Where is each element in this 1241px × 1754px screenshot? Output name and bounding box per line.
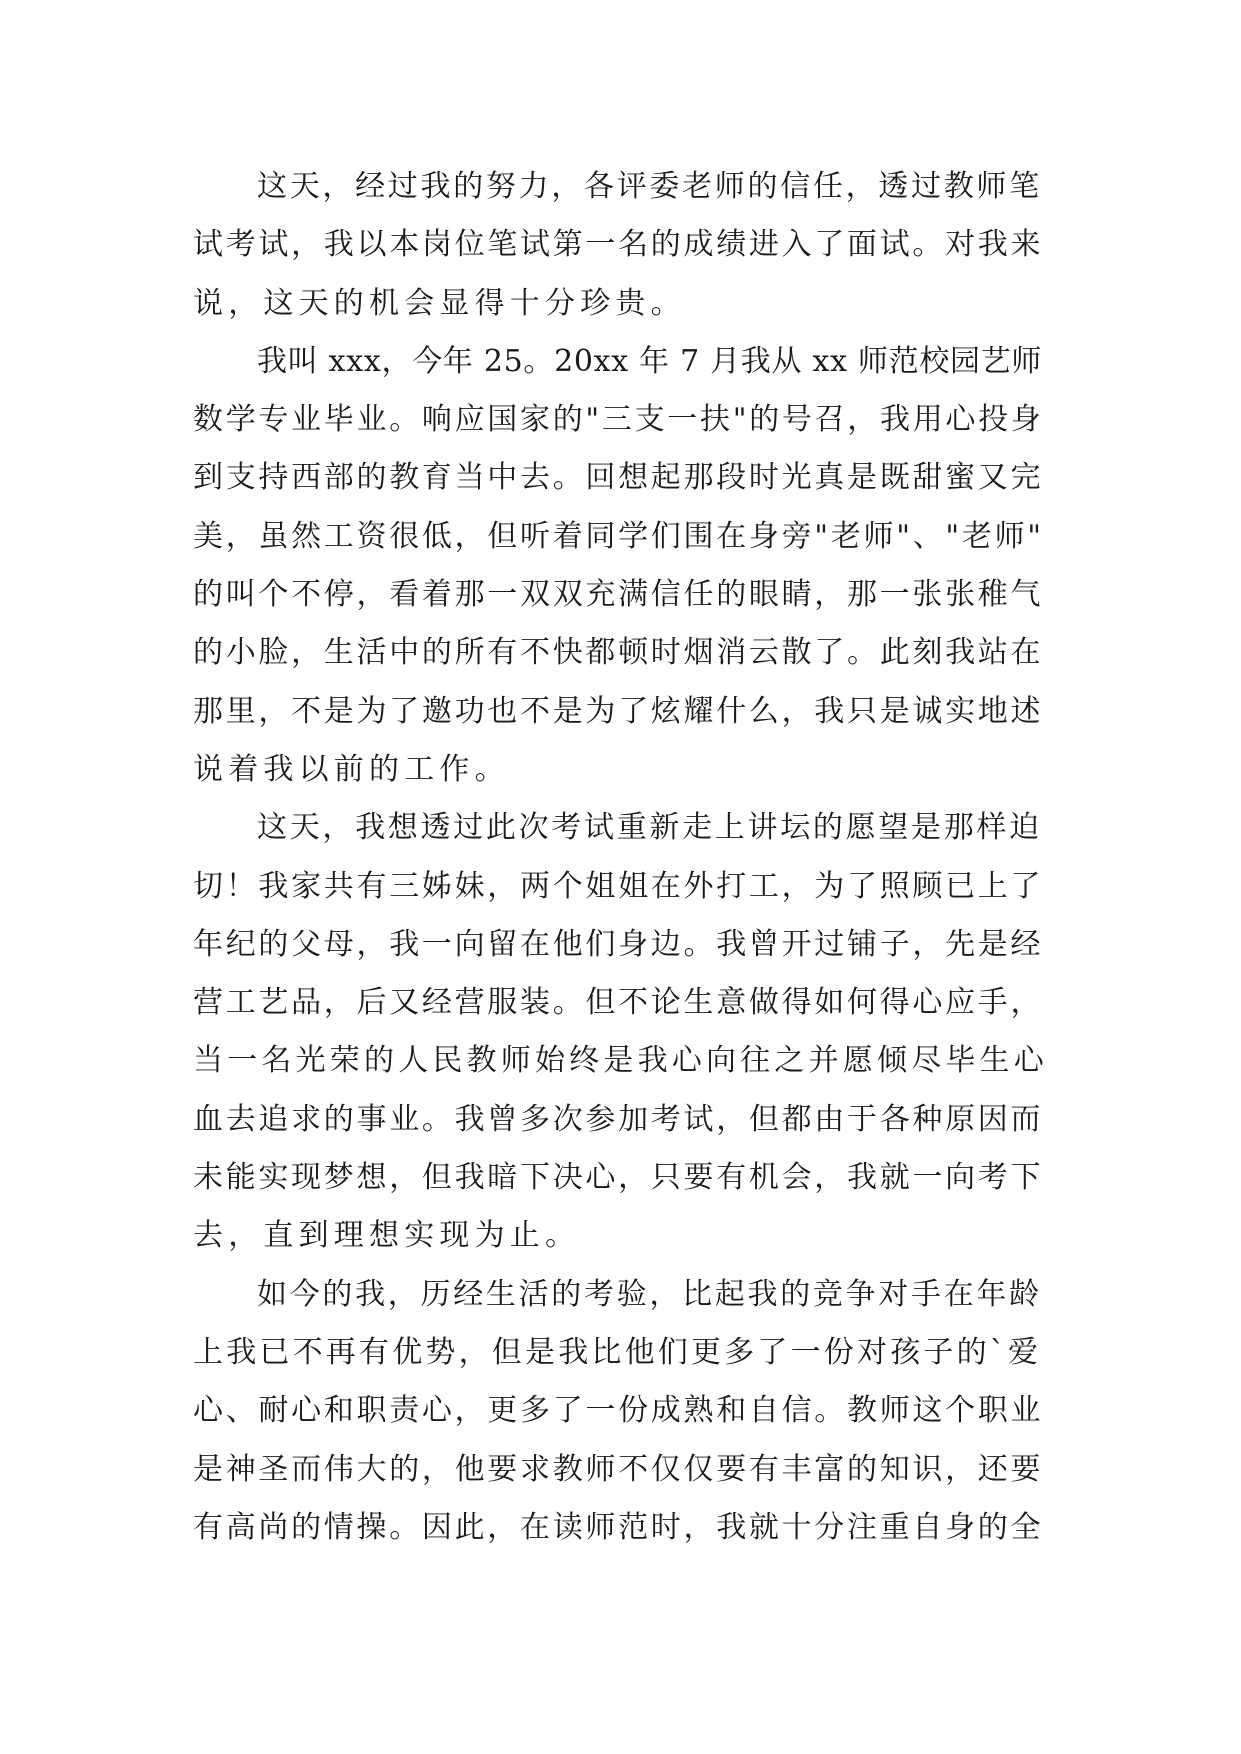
text-line: 是神圣而伟大的，他要求教师不仅仅要有丰富的知识，还要 bbox=[193, 1451, 1044, 1487]
text-line: 说着我以前的工作。 bbox=[193, 751, 510, 787]
document-body bbox=[193, 158, 1053, 1557]
text-line: 的叫个不停，看着那一双双充满信任的眼睛，那一张张稚气 bbox=[193, 577, 1044, 613]
text-line: 那里，不是为了邀功也不是为了炫耀什么，我只是诚实地述 bbox=[193, 693, 1044, 729]
text-line: 数学专业毕业。响应国家的"三支一扶"的号召，我用心投身 bbox=[193, 402, 1044, 438]
text-line: 当一名光荣的人民教师始终是我心向往之并愿倾尽毕生心 bbox=[193, 1043, 1048, 1079]
text-line: 有高尚的情操。因此，在读师范时，我就十分注重自身的全 bbox=[193, 1509, 1044, 1545]
text-line: 血去追求的事业。我曾多次参加考试，但都由于各种原因而 bbox=[193, 1101, 1044, 1137]
text-line: 试考试，我以本岗位笔试第一名的成绩进入了面试。对我来 bbox=[193, 227, 1044, 263]
text-line: 心、耐心和职责心，更多了一份成熟和自信。教师这个职业 bbox=[193, 1393, 1044, 1429]
text-line: 年纪的父母，我一向留在他们身边。我曾开过铺子，先是经 bbox=[193, 926, 1044, 962]
paragraph-first-line: 如今的我，历经生活的考验，比起我的竞争对手在年龄 bbox=[257, 1276, 1042, 1312]
text-line: 营工艺品，后又经营服装。但不论生意做得如何得心应手， bbox=[193, 985, 1044, 1021]
paragraph-first-line: 这天，经过我的努力，各评委老师的信任，透过教师笔 bbox=[257, 169, 1042, 204]
paragraph-first-line: 这天，我想透过此次考试重新走上讲坛的愿望是那样迫 bbox=[257, 810, 1042, 846]
text-line: 未能实现梦想，但我暗下决心，只要有机会，我就一向考下 bbox=[193, 1160, 1044, 1196]
text-line: 上我已不再有优势，但是我比他们更多了一份对孩子的`爱 bbox=[193, 1334, 1042, 1370]
text-line: 的小脸，生活中的所有不快都顿时烟消云散了。此刻我站在 bbox=[193, 635, 1044, 671]
paragraph-first-line: 我叫 xxx，今年 25。20xx 年 7 月我从 xx 师范校园艺师 bbox=[257, 343, 1043, 379]
text-line: 美，虽然工资很低，但听着同学们围在身旁"老师"、"老师" bbox=[193, 518, 1044, 554]
text-line: 去，直到理想实现为止。 bbox=[193, 1218, 581, 1254]
text-line: 到支持西部的教育当中去。回想起那段时光真是既甜蜜又完 bbox=[193, 460, 1044, 496]
text-line: 说，这天的机会显得十分珍贵。 bbox=[193, 285, 686, 321]
text-line: 切！我家共有三姊妹，两个姐姐在外打工，为了照顾已上了 bbox=[193, 868, 1044, 904]
